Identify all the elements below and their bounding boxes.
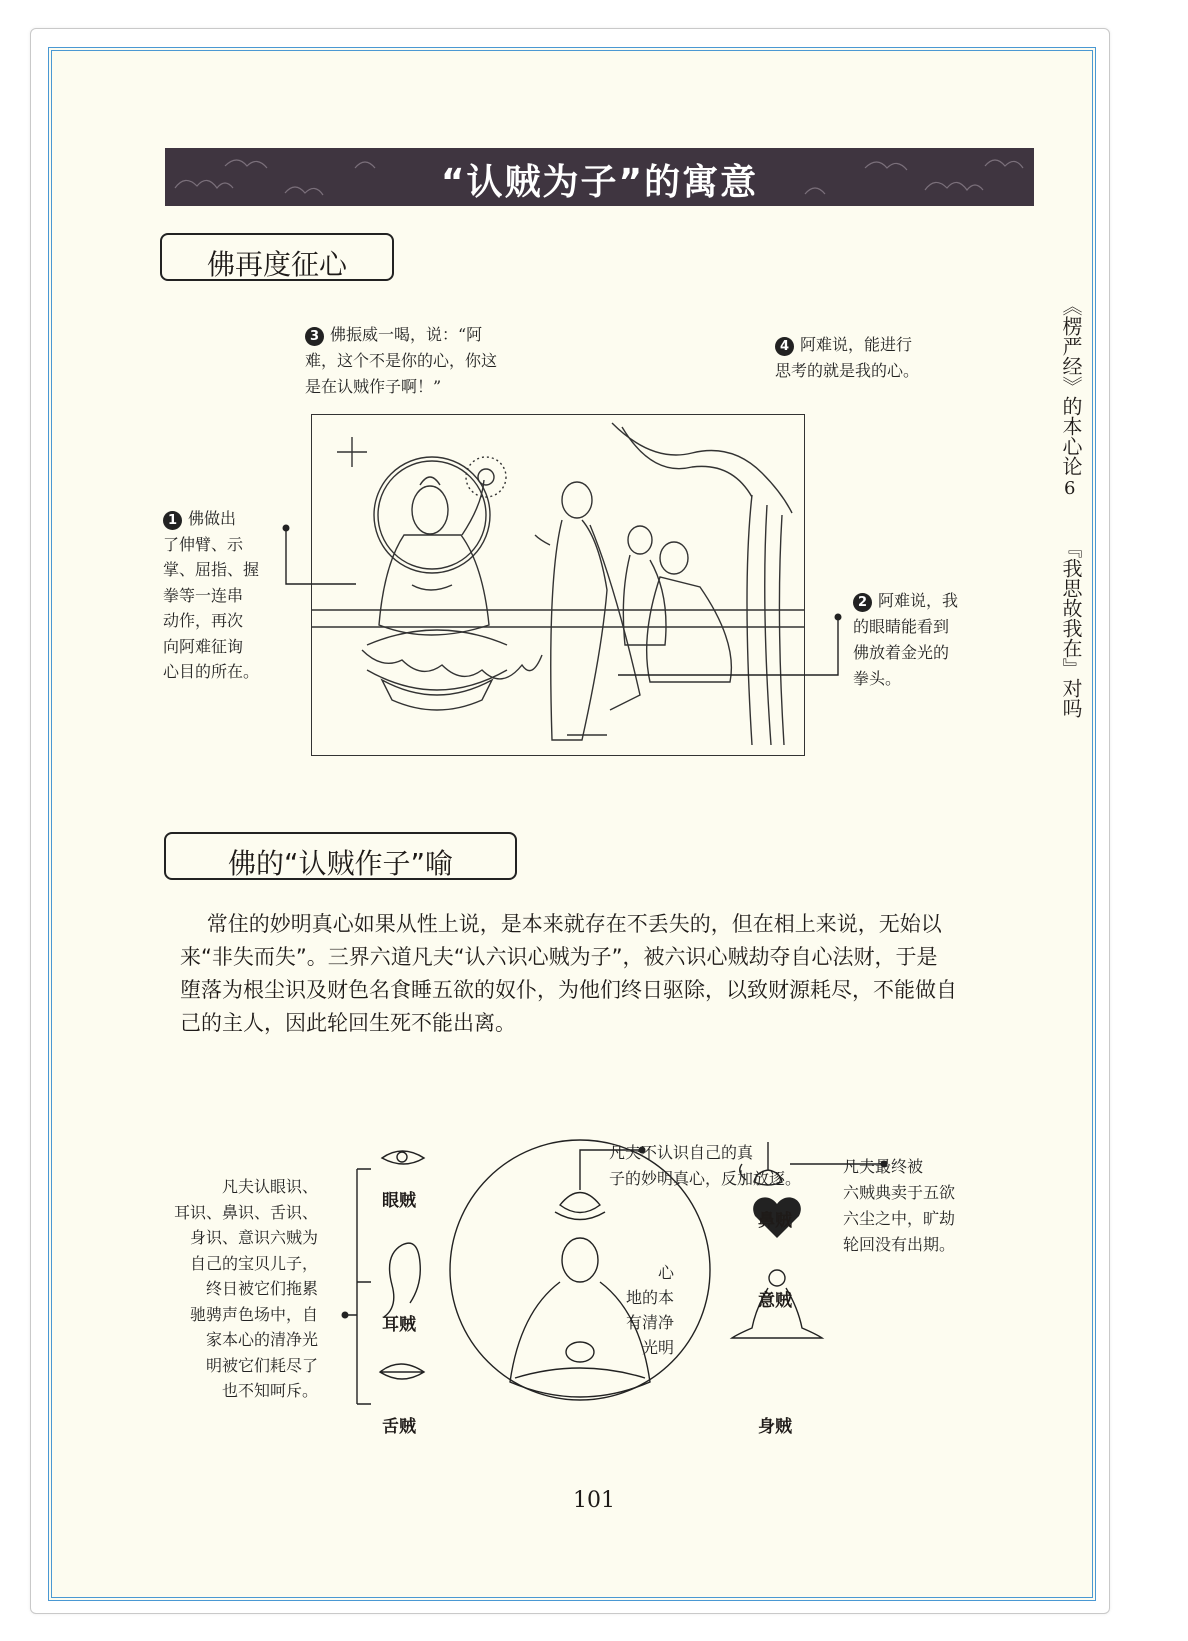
caption-3-text: 佛振威一喝，说：“阿 难，这个不是你的心，你这 是在认贼作子啊！” xyxy=(305,325,498,396)
body-thief-label: 身贼 xyxy=(758,1417,792,1437)
page-number: 101 xyxy=(573,1488,615,1513)
caption-2-text: 阿难说，我 的眼睛能看到 佛放着金光的 拳头。 xyxy=(853,591,959,688)
caption-1-number: 1 xyxy=(163,511,182,530)
caption-1-text: 佛做出 了伸臂、示 掌、屈指、握 拳等一连串 动作，再次 向阿难征询 心目的所在。 xyxy=(163,509,260,681)
caption-3-number: 3 xyxy=(305,327,324,346)
caption-4-number: 4 xyxy=(775,337,794,356)
section1-title: 佛再度征心 xyxy=(206,248,347,281)
ear-thief-label: 耳贼 xyxy=(382,1315,416,1335)
section2-title-box xyxy=(164,832,517,880)
diagram-top-text: 凡夫不认识自己的真 子的妙明真心，反加放逐。 xyxy=(609,1143,802,1188)
leader-lines-1 xyxy=(0,0,1188,800)
diagram-left-text: 凡夫认眼识、 耳识、鼻识、舌识、 身识、意识六贼为 自己的宝贝儿子， 终日被它们拖累 驰骋声色场中，自 家本心的清净光 明被它们耗尽了 也不知呵斥。 xyxy=(174,1177,319,1400)
header-title: “认贼为子”的寓意 xyxy=(440,162,759,203)
section2-title: 佛的“认贼作子”喻 xyxy=(227,847,453,880)
caption-2-number: 2 xyxy=(853,593,872,612)
diagram-right-text: 凡夫最终被 六贼典卖于五欲 六尘之中，旷劫 轮回没有出期。 xyxy=(843,1157,956,1254)
mind-thief-label: 意贼 xyxy=(758,1291,792,1311)
body-paragraph: 常住的妙明真心如果从性上说，是本来就存在不丢失的，但在相上来说，无始以 来“非失而失”。三界六道凡夫“认六识心贼为子”，被六识心贼劫夺自心法财，于是 堕落为根尘识及财色名食睡五欲的奴仆，为他们终日驱除，以致财源耗尽，不能做自 己的主人，因此轮回生死不能出离。 xyxy=(180,912,957,1035)
nose-thief-label: 鼻贼 xyxy=(758,1211,792,1231)
tongue-thief-label: 舌贼 xyxy=(382,1417,416,1437)
diagram-center-text: 心 地的本 有清净 光明 xyxy=(626,1263,675,1357)
caption-4-text: 阿难说，能进行 思考的就是我的心。 xyxy=(775,335,920,380)
side-title-part1: 《楞严经》的本心论 xyxy=(1059,296,1083,476)
side-title-number: 6 xyxy=(1064,478,1076,499)
side-title-part2: 『我思故我在』对吗 xyxy=(1059,538,1083,718)
eye-thief-label: 眼贼 xyxy=(382,1191,416,1211)
